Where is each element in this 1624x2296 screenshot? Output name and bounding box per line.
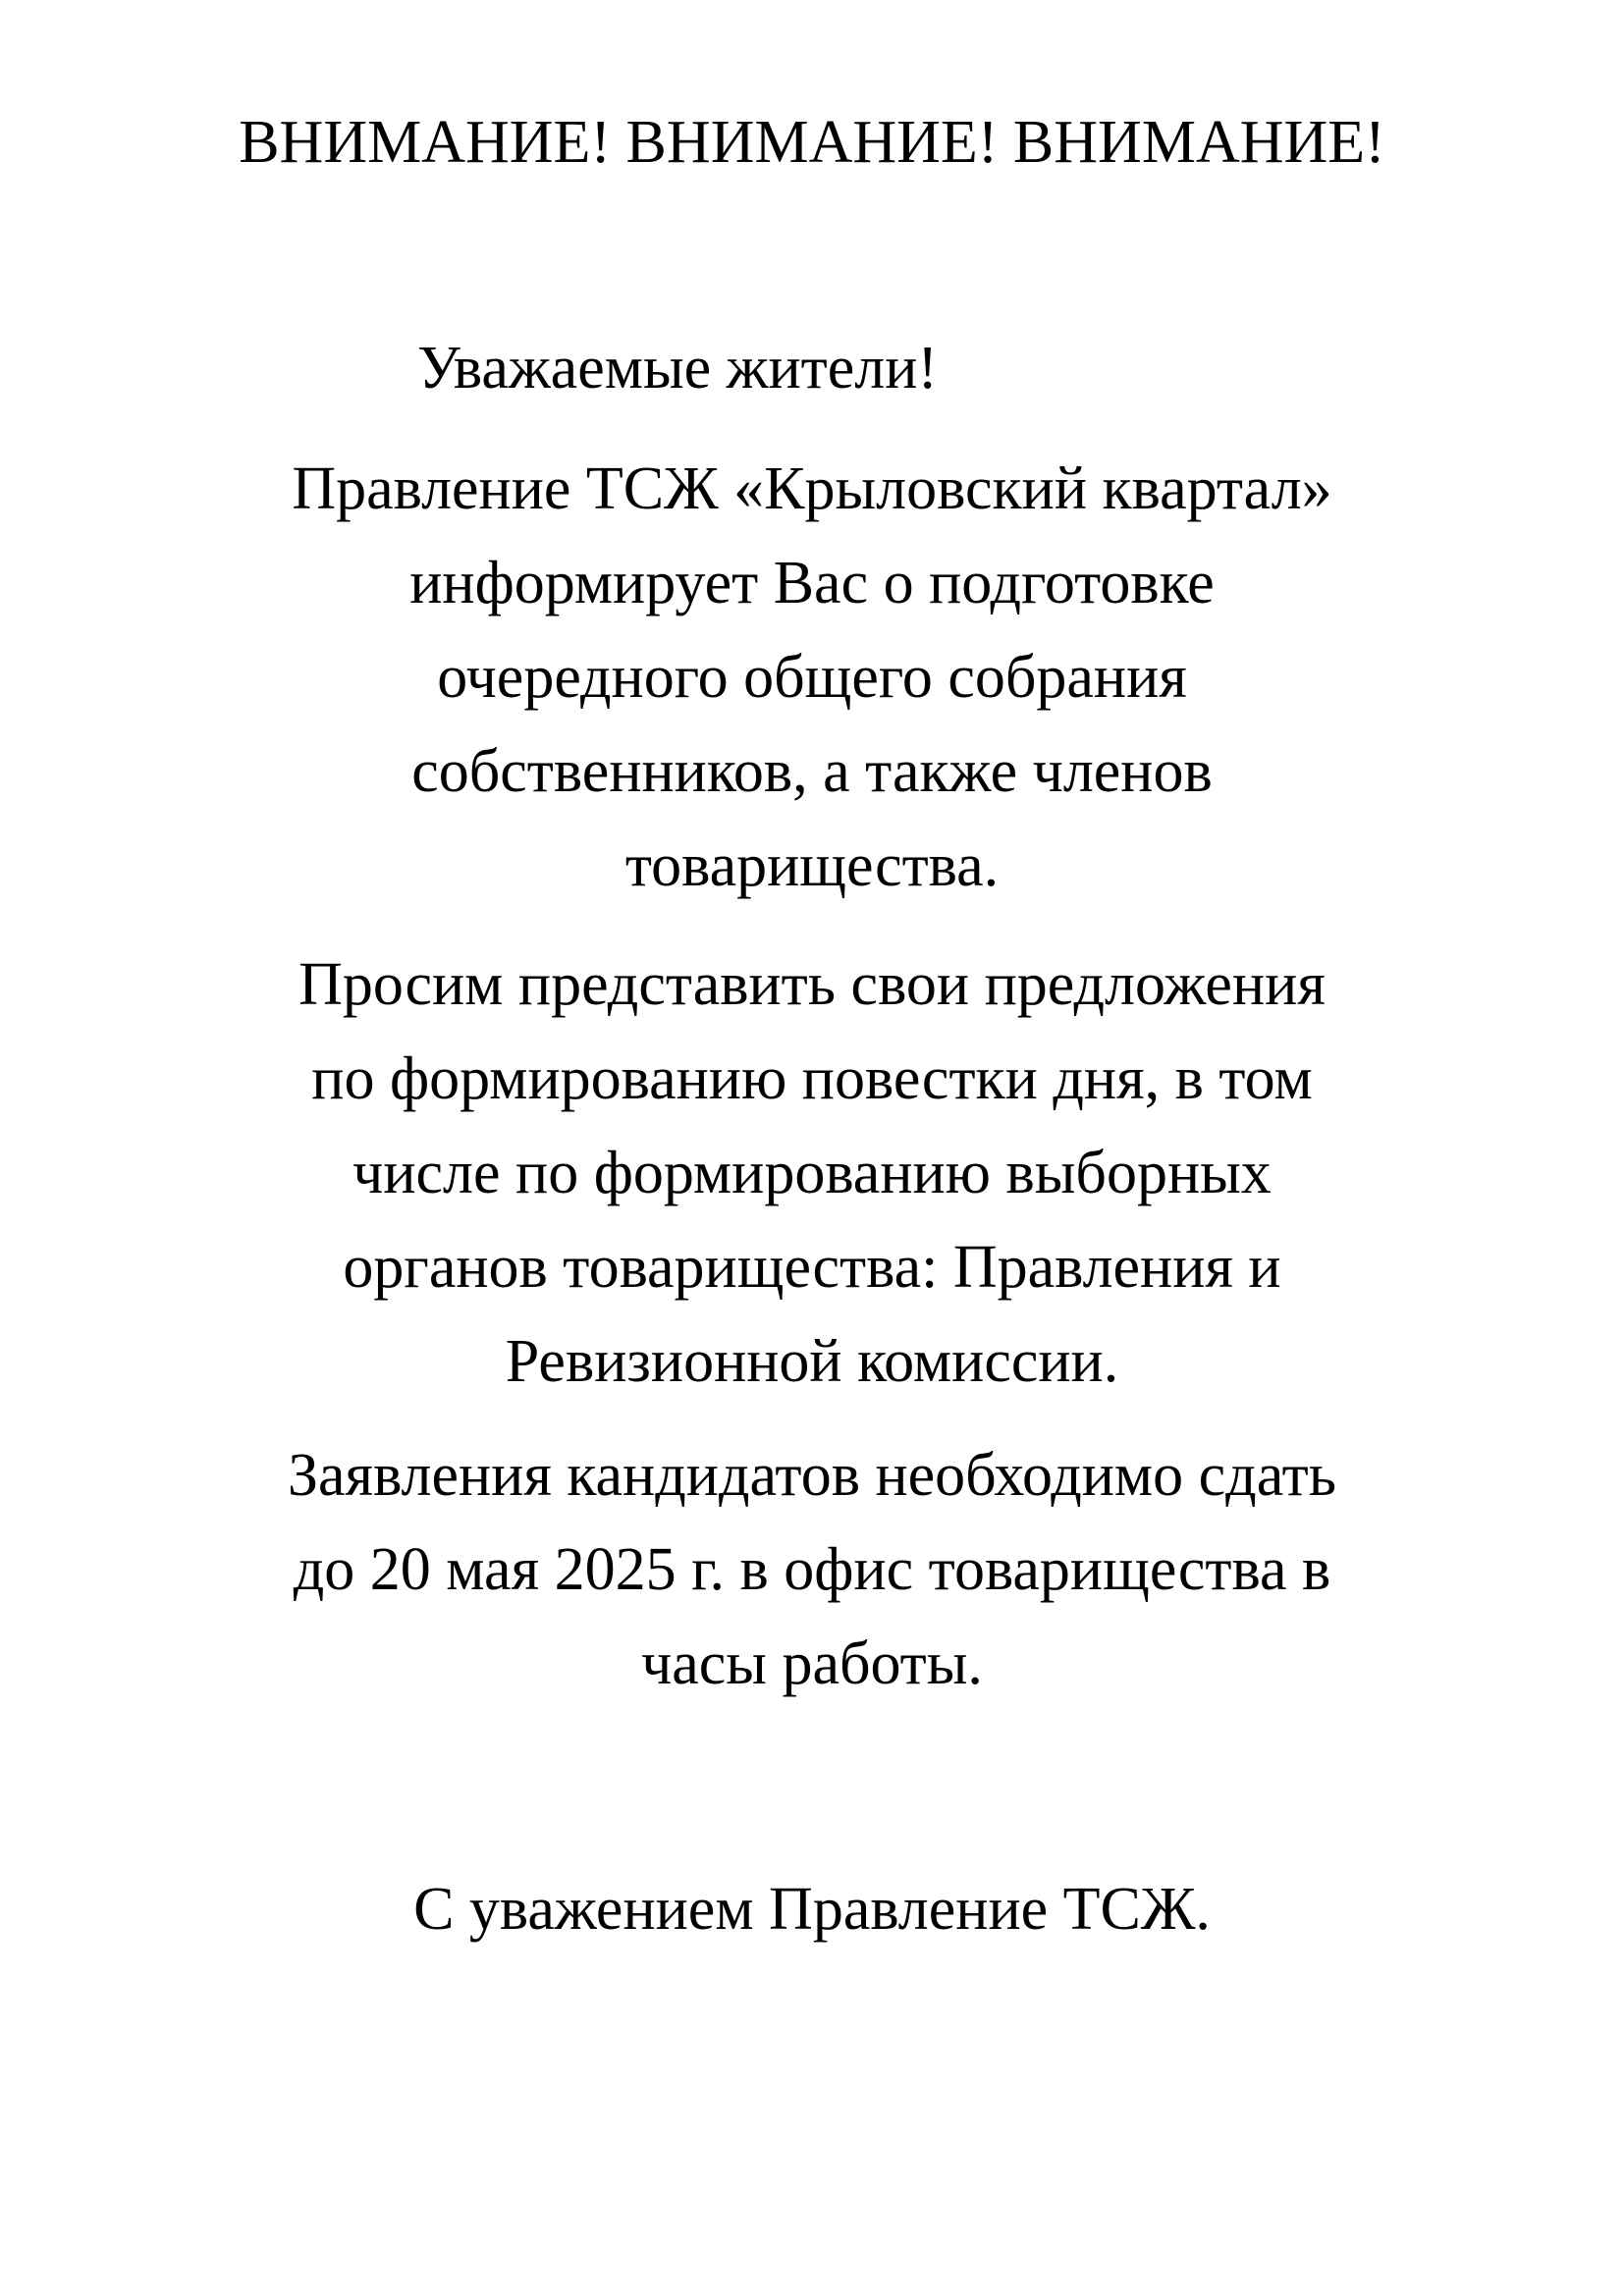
paragraph-line: числе по формированию выборных	[352, 1140, 1272, 1206]
greeting-text: Уважаемые жители!	[416, 335, 939, 401]
paragraph-line: информирует Вас о подготовке	[409, 550, 1215, 616]
paragraph-line: органов товарищества: Правления и	[343, 1234, 1281, 1301]
announcement-paragraph	[0, 442, 1624, 913]
paragraph-line: Ревизионной комиссии.	[505, 1328, 1119, 1395]
deadline-paragraph	[0, 1428, 1624, 1711]
closing-signature: С уважением Правление ТСЖ.	[413, 1876, 1211, 1943]
paragraph-line: очередного общего собрания	[437, 644, 1187, 711]
paragraph-line: часы работы.	[641, 1630, 983, 1697]
notice-heading: ВНИМАНИЕ! ВНИМАНИЕ! ВНИМАНИЕ!	[239, 109, 1385, 176]
paragraph-line: Заявления кандидатов необходимо сдать	[287, 1442, 1337, 1509]
paragraph-line: товарищества.	[624, 832, 1000, 899]
paragraph-line: Просим представить свои предложения	[298, 951, 1326, 1018]
proposals-paragraph	[0, 937, 1624, 1409]
paragraph-line: Правление ТСЖ «Крыловский квартал»	[292, 455, 1332, 522]
paragraph-line: до 20 мая 2025 г. в офис товарищества в	[293, 1536, 1331, 1603]
paragraph-line: собственников, а также членов	[411, 738, 1213, 805]
paragraph-line: по формированию повестки дня, в том	[311, 1045, 1313, 1112]
